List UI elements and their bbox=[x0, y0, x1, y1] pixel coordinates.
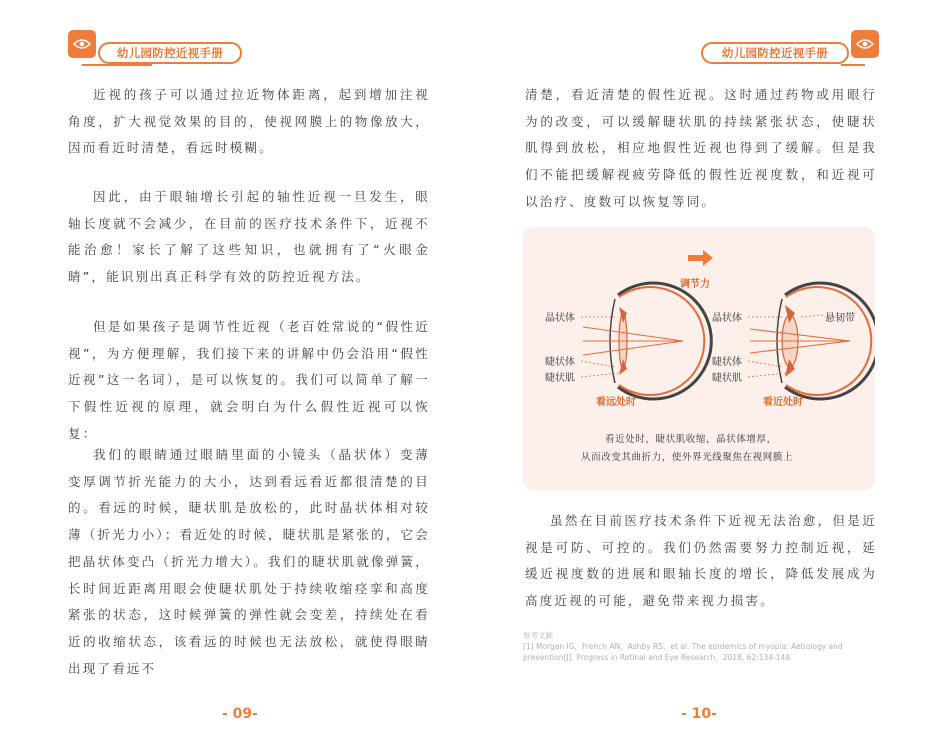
ciliary-muscle-label: 睫状肌 bbox=[545, 373, 575, 384]
distant-vision-eye bbox=[581, 283, 711, 399]
header-title-pill bbox=[701, 42, 849, 64]
references-heading: 参考文献 bbox=[523, 631, 553, 640]
eye-icon bbox=[851, 30, 879, 58]
arrow-right-icon bbox=[688, 250, 713, 266]
zonule-label: 悬韧带 bbox=[825, 313, 855, 324]
near-vision-eye bbox=[748, 283, 875, 399]
left-header bbox=[68, 30, 448, 66]
header-title: 幼儿园防控近视手册 bbox=[721, 46, 829, 60]
figure-caption-line1: 看近处时，睫状肌收缩，晶状体增厚， bbox=[605, 434, 777, 445]
references bbox=[523, 630, 883, 663]
eye-accommodation-figure bbox=[523, 227, 875, 490]
ciliary-body-label: 睫状体 bbox=[545, 357, 575, 368]
paragraph: 但是如果孩子是调节性近视（老百姓常说的“假性近视”，为方便理解，我们接下来的讲解中仍会沿用“假性近视”这一名词），是可以恢复的。我们可以简单了解一下假性近视的原理，就会明白为什么假性近视可以恢复： bbox=[68, 319, 430, 441]
right-header bbox=[701, 30, 879, 66]
near-vision-caption: 看近处时 bbox=[763, 397, 803, 408]
lens-label: 晶状体 bbox=[712, 313, 742, 324]
paragraph: 虽然在目前医疗技术条件下近视无法治愈，但是近视是可防、可控的。我们仍然需要努力控制近视，延缓近视度数的进展和眼轴长度的增长，降低发展成为高度近视的可能，避免带来视力损害。 bbox=[525, 513, 877, 609]
paragraph: 清楚，看近清楚的假性近视。这时通过药物或用眼行为的改变，可以缓解睫状肌的持续紧张状态，使睫状肌得到放松，相应地假性近视也得到了缓解。但是我们不能把缓解视疲劳降低的假性近视度数，和近视可以治疗、度数可以恢复等同。 bbox=[525, 87, 877, 209]
page-number: - 09- bbox=[222, 706, 258, 722]
right-page bbox=[473, 0, 946, 749]
accommodation-label: 调节力 bbox=[680, 279, 710, 290]
lens-label: 晶状体 bbox=[545, 313, 575, 324]
eye-icon bbox=[68, 30, 96, 58]
ciliary-muscle-label: 睫状肌 bbox=[712, 373, 742, 384]
reference-entry: [1] Morgan IG，French AN，Ashby RS，et al. The epidemics of myopia: Aetiology and prevention[J]. Progress in Retinal and Eye Research，2018, 62:134-149. bbox=[523, 642, 843, 662]
distant-vision-caption: 看远处时 bbox=[596, 397, 636, 408]
paragraph: 我们的眼睛通过眼睛里面的小镜头（晶状体）变薄变厚调节折光能力的大小，达到看远看近都很清楚的目的。看远的时候，睫状肌是放松的，此时晶状体相对较薄（折光力小）；看近处的时候，睫状肌是紧张的，它会把晶状体变凸（折光力增大）。我们的睫状肌就像弹簧，长时间近距离用眼会使睫状肌处于持续收缩痉挛和高度紧张的状态，这时候弹簧的弹性就会变差，持续处在看近的收缩状态，该看远的时候也无法放松，就使得眼睛出现了看远不 bbox=[68, 447, 430, 676]
page-number: - 10- bbox=[681, 706, 717, 722]
paragraph: 因此，由于眼轴增长引起的轴性近视一旦发生，眼轴长度就不会减少，在目前的医疗技术条件下，近视不能治愈！家长了解了这些知识，也就拥有了“火眼金睛”，能识别出真正科学有效的防控近视方法。 bbox=[68, 189, 430, 285]
header-title: 幼儿园防控近视手册 bbox=[116, 46, 224, 60]
figure-caption-line2: 从而改变其曲折力，使外界光线聚焦在视网膜上 bbox=[581, 452, 794, 463]
ciliary-body-label: 睫状体 bbox=[712, 357, 742, 368]
paragraph: 近视的孩子可以通过拉近物体距离，起到增加注视角度，扩大视觉效果的目的，使视网膜上的物像放大，因而看近时清楚，看远时模糊。 bbox=[68, 87, 430, 156]
header-title-pill bbox=[98, 42, 242, 64]
